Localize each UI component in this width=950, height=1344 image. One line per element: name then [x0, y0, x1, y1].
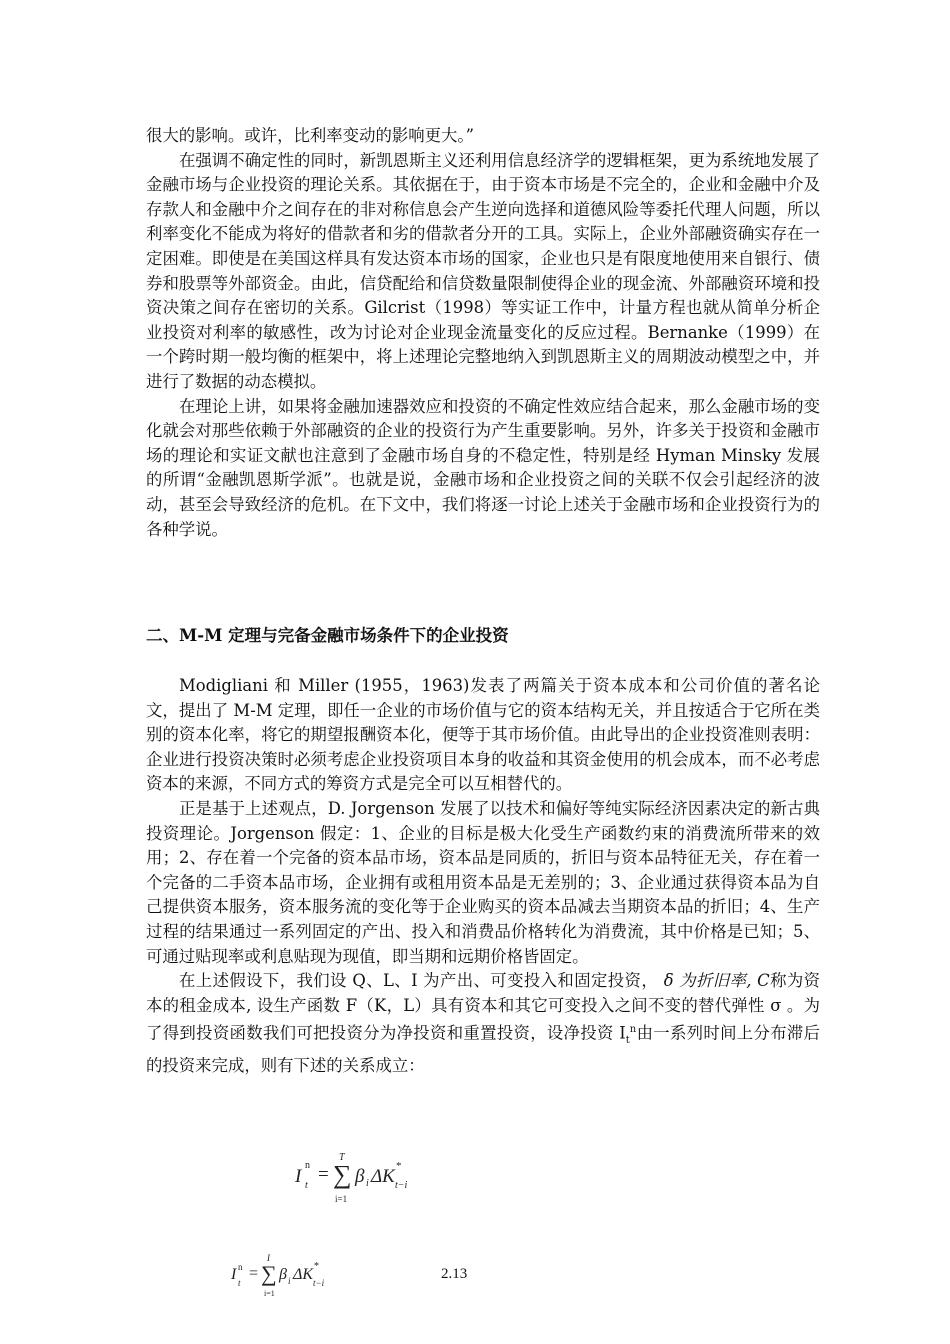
paragraph-1: 很大的影响。或许，比利率变动的影响更大。”: [146, 126, 474, 145]
section-heading: 二、M-M 定理与完备金融市场条件下的企业投资: [146, 626, 509, 645]
paragraph-assumptions: 在上述假设下，我们设 Q、L、I 为产出、可变投入和固定投资， δ 为折旧率, C称为资本的租金成本, 设生产函数 F（K，L）具有资本和其它可变投入之间不变的替代弹性 σ 。为了得到投资函数我们可把投资分为净投资和重置投资，设净投资 $I_t^n$由一系列时间上分布滞后的投资来完成，则有下述的关系成立：: [146, 971, 821, 1075]
paragraph-3: 在理论上讲，如果将金融加速器效应和投资的不确定性效应结合起来，那么金融市场的变化就会对那些依赖于外部融资的企业的投资行为产生重要影响。另外，许多关于投资和金融市场的理论和实证文献也注意到了金融市场自身的不稳定性，特别是经 Hyman Minsky 发展的所谓“金融凯恩斯学派”。也就是说，金融市场和企业投资之间的关联不仅会引起经济的波动，甚至会导致经济的危机。在下文中，我们将逐一讨论上述关于金融市场和企业投资行为的各种学说。: [146, 396, 820, 539]
formula-net-investment-2: I n t = ∑ I i=1 β i ΔK * t−i: [231, 1253, 325, 1298]
text-block-top: [146, 124, 820, 542]
paragraph-jorgenson: 正是基于上述观点，D. Jorgenson 发展了以技术和偏好等纯实际经济因素决定的新古典投资理论。Jorgenson 假定：1、企业的目标是极大化受生产函数约束的消费流所带来的效用；2、存在着一个完备的资本品市场，资本品是同质的，折旧与资本品特征无关，存在着一个完备的二手资本品市场，企业拥有或租用资本品是无差别的；3、企业通过获得资本品为自己提供资本服务，资本服务流的变化等于企业购买的资本品减去当期资本品的折旧；4、生产过程的结果通过一系列固定的产出、投入和消费品价格转化为消费流，其中价格是已知；5、可通过贴现率或利息贴现为现值，即当期和远期价格皆固定。: [146, 798, 820, 966]
formula-net-investment-1: I n t = ∑ T i=1 β i ΔK * t−i: [295, 1152, 408, 1204]
depreciation-symbol: δ 为折旧率, C: [658, 971, 770, 991]
paragraph-2: 在强调不确定性的同时，新凯恩斯主义还利用信息经济学的逻辑框架，更为系统地发展了金融市场与企业投资的理论关系。其依据在于，由于资本市场是不完全的，企业和金融中介及存款人和金融中介之间存在的非对称信息会产生逆向选择和道德风险等委托代理人问题，所以利率变化不能成为将好的借款者和劣的借款者分开的工具。实际上，企业外部融资确实存在一定困难。即使是在美国这样具有发达资本市场的国家，企业也只是有限度地使用来自银行、债券和股票等外部资金。由此，信贷配给和信贷数量限制使得企业的现金流、外部融资环境和投资决策之间存在密切的关系。Gilcrist（1998）等实证工作中，计量方程也就从简单分析企业投资对利率的敏感性，改为讨论对企业现金流量变化的反应过程。Bernanke（1999）在一个跨时期一般均衡的框架中，将上述理论完整地纳入到凯恩斯主义的周期波动模型之中，并进行了数据的动态模拟。: [146, 150, 820, 391]
equation-number: 2.13: [441, 1266, 468, 1282]
paragraph-mm: Modigliani 和 Miller (1955，1963)发表了两篇关于资本成本和公司价值的著名论文，提出了 M-M 定理，即任一企业的市场价值与它的资本结构无关，并且按适合于它所在类别的资本化率，将它的期望报酬资本化，便等于其市场价值。由此导出的企业投资准则表明：企业进行投资决策时必须考虑企业投资项目本身的收益和其资金使用的机会成本，而不必考虑资本的来源，不同方式的筹资方式是完全可以互相替代的。: [146, 676, 820, 794]
text-block-bottom: [146, 674, 820, 1078]
